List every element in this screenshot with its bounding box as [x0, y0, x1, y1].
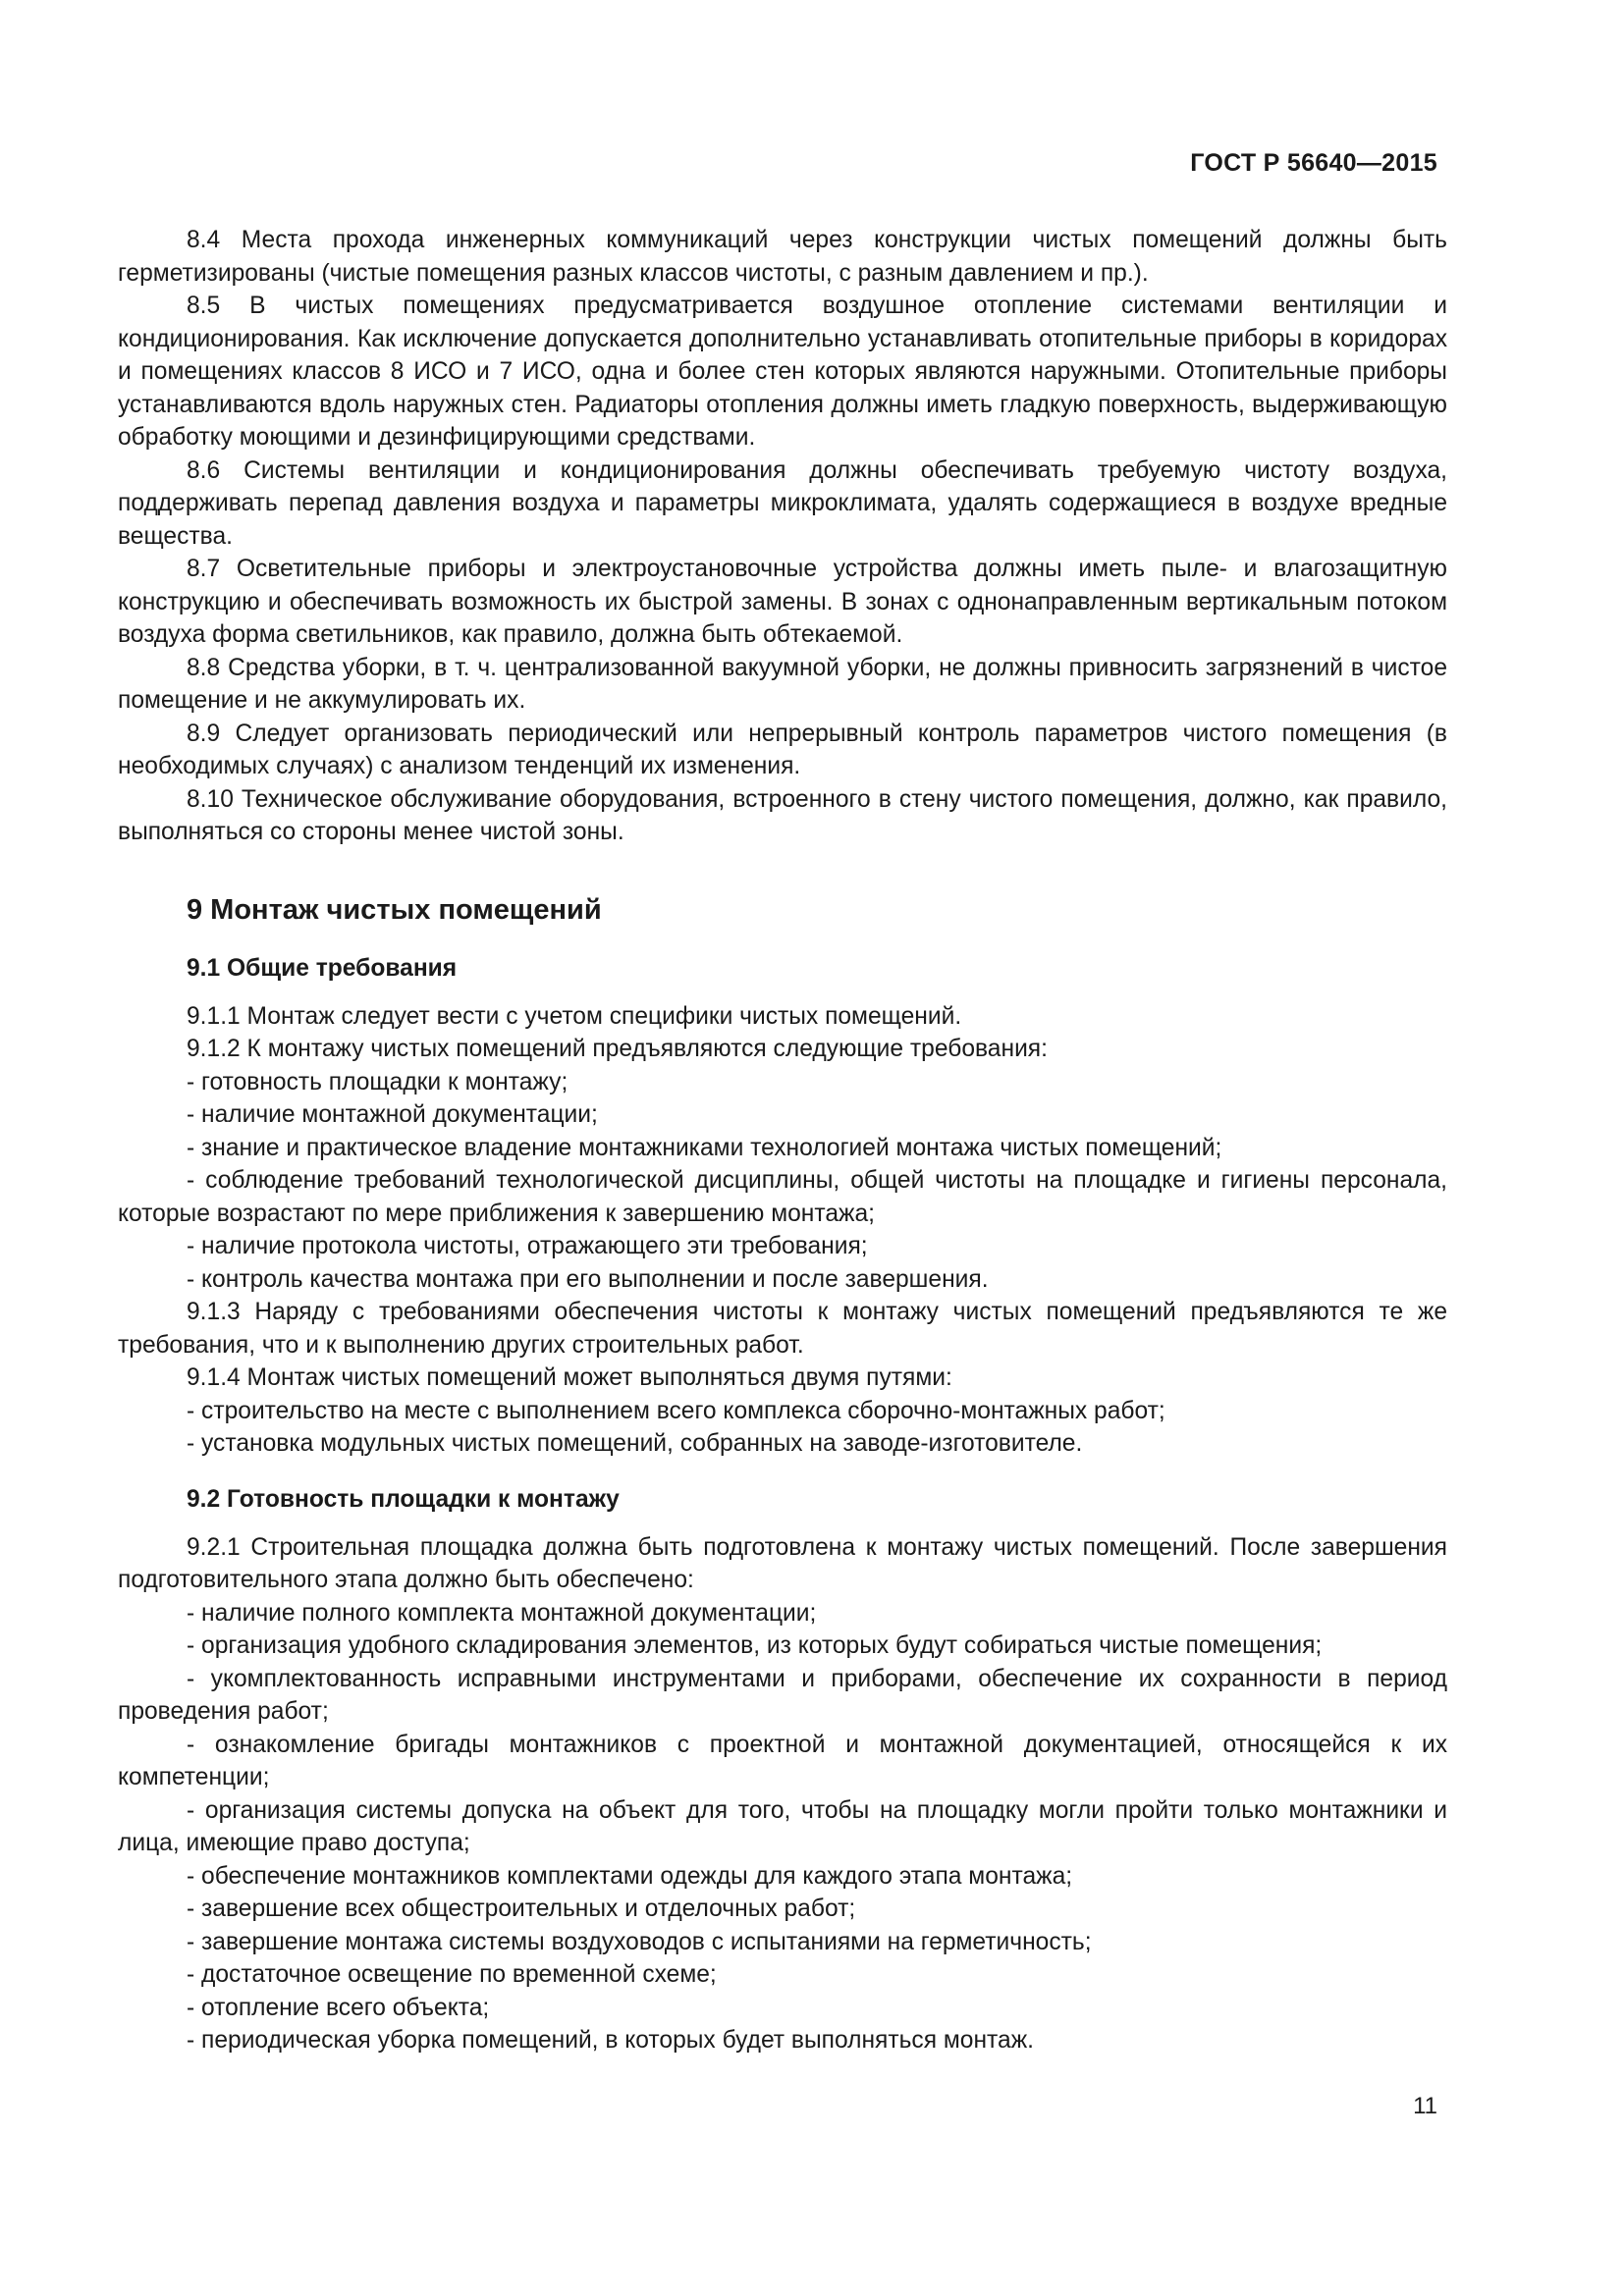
list-item: - ознакомление бригады монтажников с проектной и монтажной документацией, относящейся к их компетенции;	[118, 1731, 1447, 1790]
list-item: - строительство на месте с выполнением всего комплекса сборочно-монтажных работ;	[187, 1397, 1165, 1424]
section-9-heading: 9 Монтаж чистых помещений	[187, 893, 602, 926]
paragraph-8-10: 8.10 Техническое обслуживание оборудования, встроенного в стену чистого помещения, должно, как правило, выполняться со стороны менее чистой зоны.	[118, 785, 1447, 845]
list-item: - организация удобного складирования элементов, из которых будут собираться чистые помещения;	[187, 1632, 1323, 1659]
list-item: - контроль качества монтажа при его выполнении и после завершения.	[187, 1265, 989, 1293]
paragraph-9-1-1: 9.1.1 Монтаж следует вести с учетом специфики чистых помещений.	[187, 1002, 962, 1030]
paragraph-9-1-2: 9.1.2 К монтажу чистых помещений предъявляются следующие требования:	[187, 1036, 1048, 1062]
page-number: 11	[1413, 2093, 1437, 2119]
list-item: - установка модульных чистых помещений, собранных на заводе-изготовителе.	[187, 1430, 1083, 1457]
list-item: - соблюдение требований технологической дисциплины, общей чистоты на площадке и гигиены персонала, которые возрастают по мере приближения к завершению монтажа;	[118, 1167, 1447, 1227]
list-item: - отопление всего объекта;	[187, 1994, 490, 2021]
list-item: - завершение монтажа системы воздуховодов с испытаниями на герметичность;	[187, 1928, 1092, 1955]
list-item: - укомплектованность исправными инструментами и приборами, обеспечение их сохранности в период проведения работ;	[118, 1665, 1447, 1725]
list-item: - наличие полного комплекта монтажной документации;	[187, 1599, 817, 1627]
subsection-9-1-heading: 9.1 Общие требования	[187, 954, 458, 982]
document-number: ГОСТ Р 56640—2015	[1190, 149, 1437, 177]
list-item: - готовность площадки к монтажу;	[187, 1068, 568, 1095]
paragraph-8-5: 8.5 В чистых помещениях предусматривается воздушное отопление системами вентиляции и кондиционирования. Как исключение допускается дополнительно устанавливать отопительные приборы в коридорах и помещениях классов 8 ИСО и 7 ИСО, одна и более стен которых являются наружными. Отопительные приборы устанавливаются вдоль наружных стен. Радиаторы отопления должны иметь гладкую поверхность, выдерживающую обработку моющими и дезинфицирующими средствами.	[118, 293, 1447, 451]
paragraph-8-7: 8.7 Осветительные приборы и электроустановочные устройства должны иметь пыле- и влагозащитную конструкцию и обеспечивать возможность их быстрой замены. В зонах с однонаправленным вертикальным потоком воздуха форма светильников, как правило, должна быть обтекаемой.	[118, 556, 1447, 648]
paragraph-8-6: 8.6 Системы вентиляции и кондиционирования должны обеспечивать требуемую чистоту воздуха, поддерживать перепад давления воздуха и параметры микроклимата, удалять содержащиеся в воздухе вредные вещества.	[118, 456, 1447, 550]
page-content	[118, 224, 1447, 2057]
list-item: - наличие протокола чистоты, отражающего эти требования;	[187, 1233, 868, 1259]
list-item: - периодическая уборка помещений, в которых будет выполняться монтаж.	[187, 2027, 1034, 2054]
list-item: - организация системы допуска на объект для того, чтобы на площадку могли пройти только монтажники и лица, имеющие право доступа;	[118, 1796, 1447, 1856]
list-item: - наличие монтажной документации;	[187, 1101, 598, 1128]
list-item: - обеспечение монтажников комплектами одежды для каждого этапа монтажа;	[187, 1862, 1073, 1890]
list-item: - знание и практическое владение монтажниками технологией монтажа чистых помещений;	[187, 1134, 1222, 1161]
paragraph-9-1-4: 9.1.4 Монтаж чистых помещений может выполняться двумя путями:	[187, 1364, 952, 1391]
subsection-9-2-heading: 9.2 Готовность площадки к монтажу	[187, 1485, 620, 1513]
paragraph-8-4: 8.4 Места прохода инженерных коммуникаций через конструкции чистых помещений должны быть герметизированы (чистые помещения разных классов чистоты, с разным давлением и пр.).	[118, 227, 1447, 287]
list-item: - достаточное освещение по временной схеме;	[187, 1961, 717, 1988]
paragraph-8-8: 8.8 Средства уборки, в т. ч. централизованной вакуумной уборки, не должны привносить загрязнений в чистое помещение и не аккумулировать их.	[118, 654, 1447, 714]
list-item: - завершение всех общестроительных и отделочных работ;	[187, 1896, 856, 1922]
paragraph-9-2-1: 9.2.1 Строительная площадка должна быть подготовлена к монтажу чистых помещений. После завершения подготовительного этапа должно быть обеспечено:	[118, 1533, 1447, 1593]
paragraph-9-1-3: 9.1.3 Наряду с требованиями обеспечения чистоты к монтажу чистых помещений предъявляются те же требования, что и к выполнению других строительных работ.	[118, 1299, 1447, 1359]
paragraph-8-9: 8.9 Следует организовать периодический или непрерывный контроль параметров чистого помещения (в необходимых случаях) с анализом тенденций их изменения.	[118, 720, 1447, 779]
